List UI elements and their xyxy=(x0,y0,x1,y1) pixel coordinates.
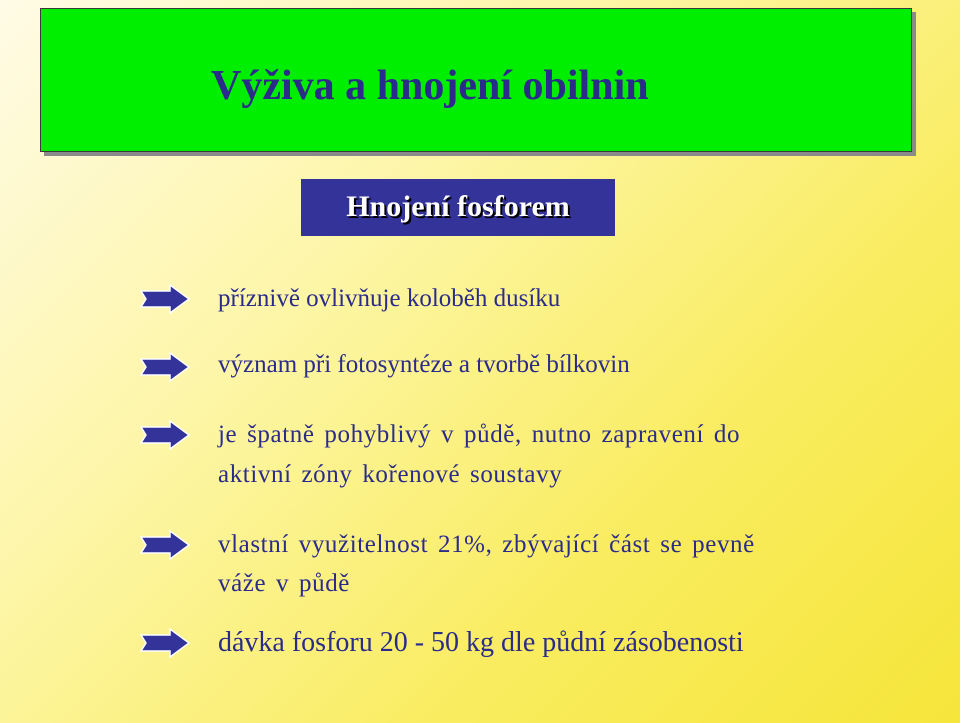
arrow-right-icon xyxy=(140,284,190,314)
arrow-right-icon xyxy=(140,352,190,382)
slide-subtitle: Hnojení fosforem xyxy=(346,190,570,223)
title-banner xyxy=(40,8,912,152)
bullet-item-5: dávka fosforu 20 - 50 kg dle půdní zásobenosti xyxy=(218,627,744,658)
bullet-item-4-line-2: váže v půdě xyxy=(218,570,350,597)
slide-title: Výživa a hnojení obilnin xyxy=(211,63,649,109)
arrow-right-icon xyxy=(140,420,190,450)
subtitle-banner xyxy=(301,179,615,236)
bullet-item-1: příznivě ovlivňuje koloběh dusíku xyxy=(218,285,561,312)
arrow-right-icon xyxy=(140,530,190,560)
bullet-item-3-line-2: aktivní zóny kořenové soustavy xyxy=(218,461,563,488)
bullet-item-4-line-1: vlastní využitelnost 21%, zbývající část se pevně xyxy=(218,531,755,558)
bullet-item-3-line-1: je špatně pohyblivý v půdě, nutno zapravení do xyxy=(218,421,741,448)
arrow-right-icon xyxy=(140,628,190,658)
bullet-item-2: význam při fotosyntéze a tvorbě bílkovin xyxy=(218,351,630,378)
